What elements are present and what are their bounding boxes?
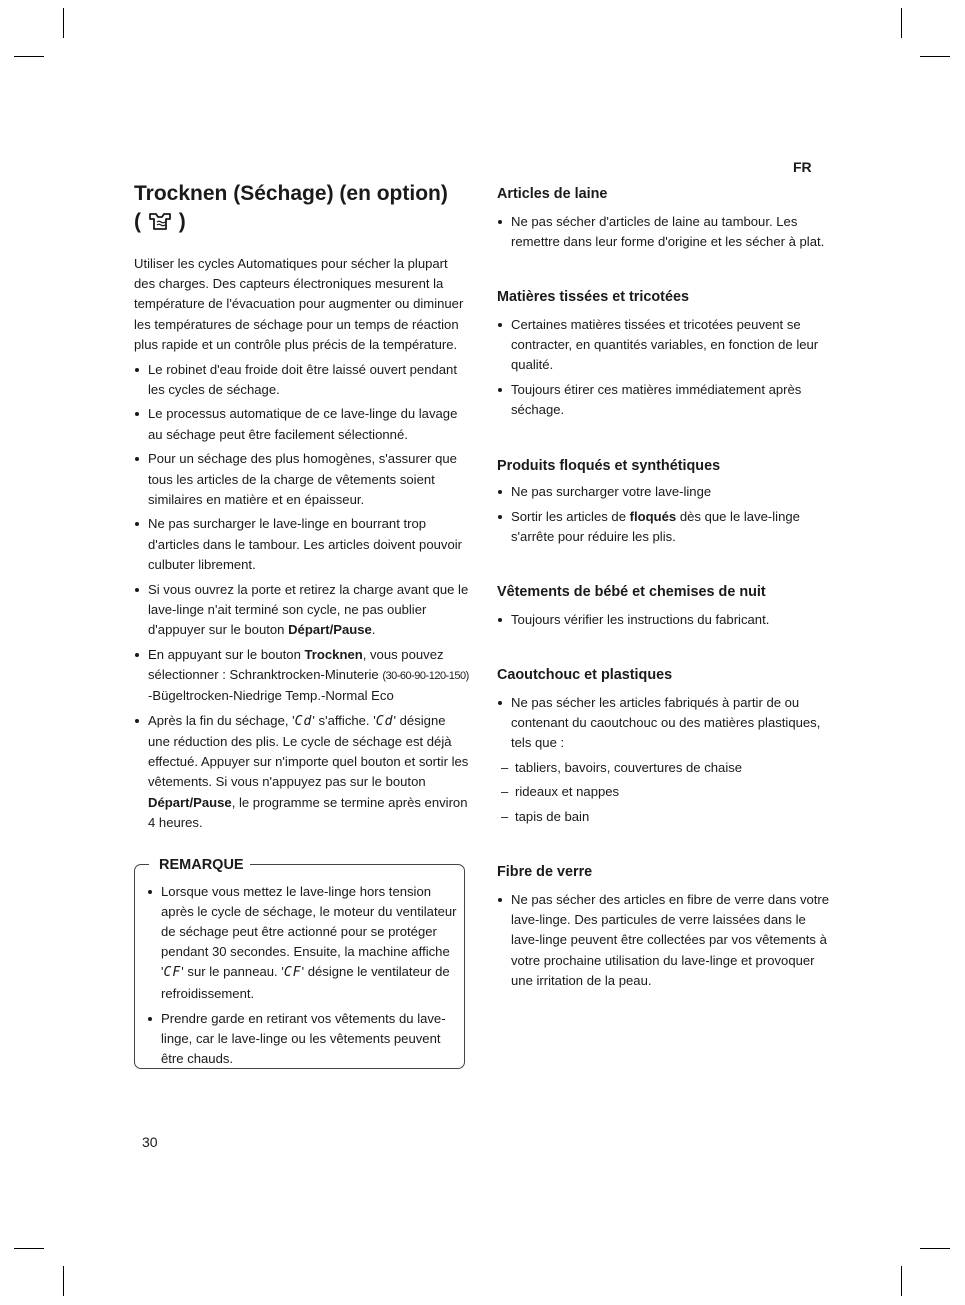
- lcd-code: Cd: [294, 713, 313, 729]
- drying-tips-list: [134, 360, 470, 833]
- section-fiberglass: [497, 862, 837, 991]
- list-item: Toujours vérifier les instructions du fabricant.: [497, 610, 837, 630]
- crop-mark: [901, 8, 902, 38]
- section-baby-clothes: [497, 582, 837, 630]
- crop-mark: [920, 1248, 950, 1249]
- list-item: Sortir les articles de floqués dès que le lave-linge s'arrête pour réduire les plis.: [497, 507, 837, 547]
- section-rubber-plastics: [497, 665, 837, 827]
- section-title: Matières tissées et tricotées: [497, 289, 689, 305]
- list-item: Ne pas surcharger le lave-linge en bourrant trop d'articles dans le tambour. Les articles doivent pouvoir culbuter librement.: [134, 514, 470, 575]
- crop-mark: [901, 1266, 902, 1296]
- list-item: Certaines matières tissées et tricotées peuvent se contracter, en quantités variables, en fonction de leur qualité.: [497, 315, 837, 376]
- language-label: FR: [793, 159, 812, 175]
- section-flocked: [497, 456, 837, 547]
- note-box: [134, 857, 465, 1069]
- list-item: Pour un séchage des plus homogènes, s'assurer que tous les articles de la charge de vêtements soient similaires en matière et en épaisseur.: [134, 449, 470, 510]
- list-item: Prendre garde en retirant vos vêtements du lave-linge, car le lave-linge ou les vêtements peuvent être chauds.: [147, 1009, 459, 1070]
- crop-mark: [14, 1248, 44, 1249]
- dash-list: [497, 758, 837, 827]
- section-title: Vêtements de bébé et chemises de nuit: [497, 584, 766, 600]
- list-item: Lorsque vous mettez le lave-linge hors tension après le cycle de séchage, le moteur du ventilateur de séchage peut être actionné pour se protéger pendant 30 secondes. Ensuite, la machine affiche 'CF' sur le panneau. 'CF' désigne le ventilateur de refroidissement.: [147, 882, 459, 1004]
- section-title: Caoutchouc et plastiques: [497, 667, 673, 683]
- list-item: Ne pas sécher d'articles de laine au tambour. Les remettre dans leur forme d'origine et les sécher à plat.: [497, 212, 837, 252]
- section-title: Fibre de verre: [497, 864, 593, 880]
- list-item: Si vous ouvrez la porte et retirez la charge avant que le lave-linge n'ait terminé son cycle, ne pas oublier d'appuyer sur le bouton Départ/Pause.: [134, 580, 470, 641]
- list-item: Ne pas sécher les articles fabriqués à partir de ou contenant du caoutchouc ou des matières plastiques, tels que :: [497, 693, 837, 754]
- list-item: – tapis de bain: [497, 807, 837, 827]
- section-title: Articles de laine: [497, 186, 608, 202]
- list-item: Le processus automatique de ce lave-linge du lavage au séchage peut être facilement sélectionné.: [134, 404, 470, 444]
- note-list: [147, 877, 459, 1069]
- drying-icon: [147, 211, 173, 239]
- list-item: – tabliers, bavoirs, couvertures de chaise: [497, 758, 837, 778]
- list-item: Ne pas surcharger votre lave-linge: [497, 482, 837, 502]
- section-wool: [497, 184, 837, 252]
- crop-mark: [63, 8, 64, 38]
- intro-paragraph: Utiliser les cycles Automatiques pour sécher la plupart des charges. Des capteurs électroniques mesurent la température de l'évacuation pour augmenter ou diminuer les températures de séchage pour un temps de réaction plus rapide et un contrôle plus précis de la température.: [134, 256, 464, 352]
- list-item: – rideaux et nappes: [497, 782, 837, 802]
- page-title: Trocknen (Séchage) (en option) ( ): [134, 180, 470, 239]
- crop-mark: [14, 56, 44, 57]
- lcd-code: CF: [283, 965, 302, 981]
- list-item: Après la fin du séchage, 'Cd' s'affiche. 'Cd' désigne une réduction des plis. Le cycle de séchage est déjà effectué. Appuyer sur n'importe quel bouton et sortir les vêtements. Si vous n'appuyez pas sur le bouton Départ/Pause, le programme se termine après environ 4 heures.: [134, 711, 470, 833]
- note-title: REMARQUE: [149, 856, 250, 874]
- section-title: Produits floqués et synthétiques: [497, 458, 721, 474]
- left-column: [134, 180, 470, 833]
- crop-mark: [63, 1266, 64, 1296]
- crop-mark: [920, 56, 950, 57]
- list-item: Ne pas sécher des articles en fibre de verre dans votre lave-linge. Des particules de verre laissées dans le lave-linge peuvent être collectées par vos vêtements à votre prochaine utilisation du lave-linge et provoquer une irritation de la peau.: [497, 890, 837, 991]
- list-item: Le robinet d'eau froide doit être laissé ouvert pendant les cycles de séchage.: [134, 360, 470, 400]
- lcd-code: Cd: [375, 713, 394, 729]
- list-item: Toujours étirer ces matières immédiatement après séchage.: [497, 380, 837, 420]
- lcd-code: CF: [163, 965, 182, 981]
- section-knits: [497, 287, 837, 421]
- list-item: En appuyant sur le bouton Trocknen, vous pouvez sélectionner : Schranktrocken-Minuterie (30-60-90-120-150) -Bügeltrocken-Niedrige Temp.-Normal Eco: [134, 645, 470, 707]
- page-number: 30: [142, 1134, 158, 1150]
